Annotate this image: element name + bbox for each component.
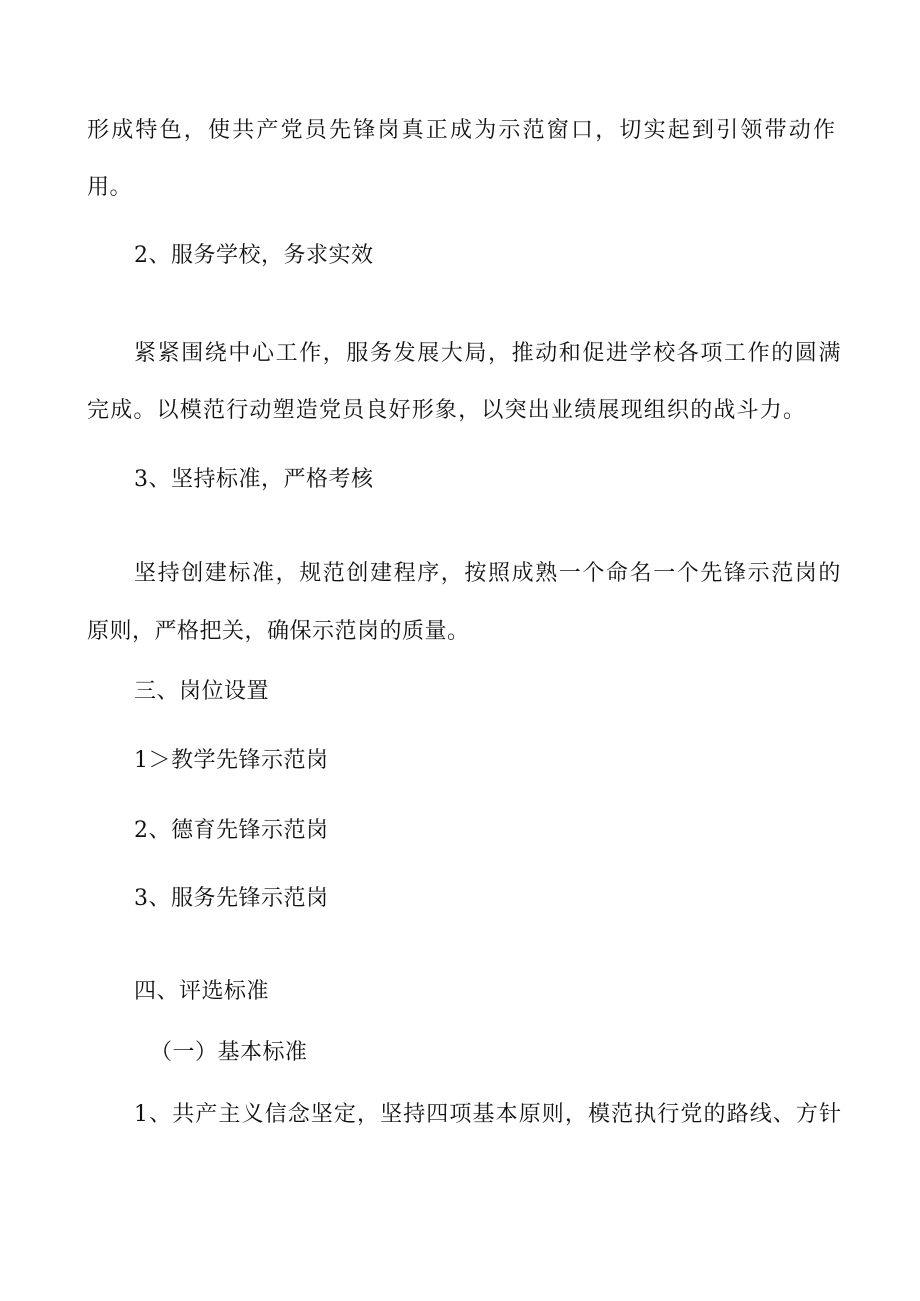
list-item: 1＞教学先锋示范岗 (134, 748, 329, 773)
paragraph-line: 紧紧围绕中心工作，服务发展大局，推动和促进学校各项工作的圆满 (134, 341, 843, 366)
paragraph-line: 原则，严格把关，确保示范岗的质量。 (87, 619, 470, 644)
list-item: 2、德育先锋示范岗 (134, 818, 329, 843)
list-item: 3、服务先锋示范岗 (134, 886, 329, 911)
paragraph-line: 用。 (87, 175, 133, 200)
section-heading: 2、服务学校，务求实效 (134, 243, 374, 268)
paragraph-line: 完成。以模范行动塑造党员良好形象，以突出业绩展现组织的战斗力。 (87, 398, 807, 423)
paragraph-line: 坚持创建标准，规范创建程序，按照成熟一个命名一个先锋示范岗的 (134, 561, 843, 586)
subsection-heading: （一）基本标准 (150, 1040, 308, 1065)
section-heading: 三、岗位设置 (134, 679, 270, 704)
section-heading: 四、评选标准 (134, 979, 270, 1004)
paragraph-line: 形成特色，使共产党员先锋岗真正成为示范窗口，切实起到引领带动作 (87, 118, 838, 143)
section-heading: 3、坚持标准，严格考核 (134, 467, 374, 492)
paragraph-line: 1、共产主义信念坚定，坚持四项基本原则，模范执行党的路线、方针 (134, 1102, 843, 1127)
